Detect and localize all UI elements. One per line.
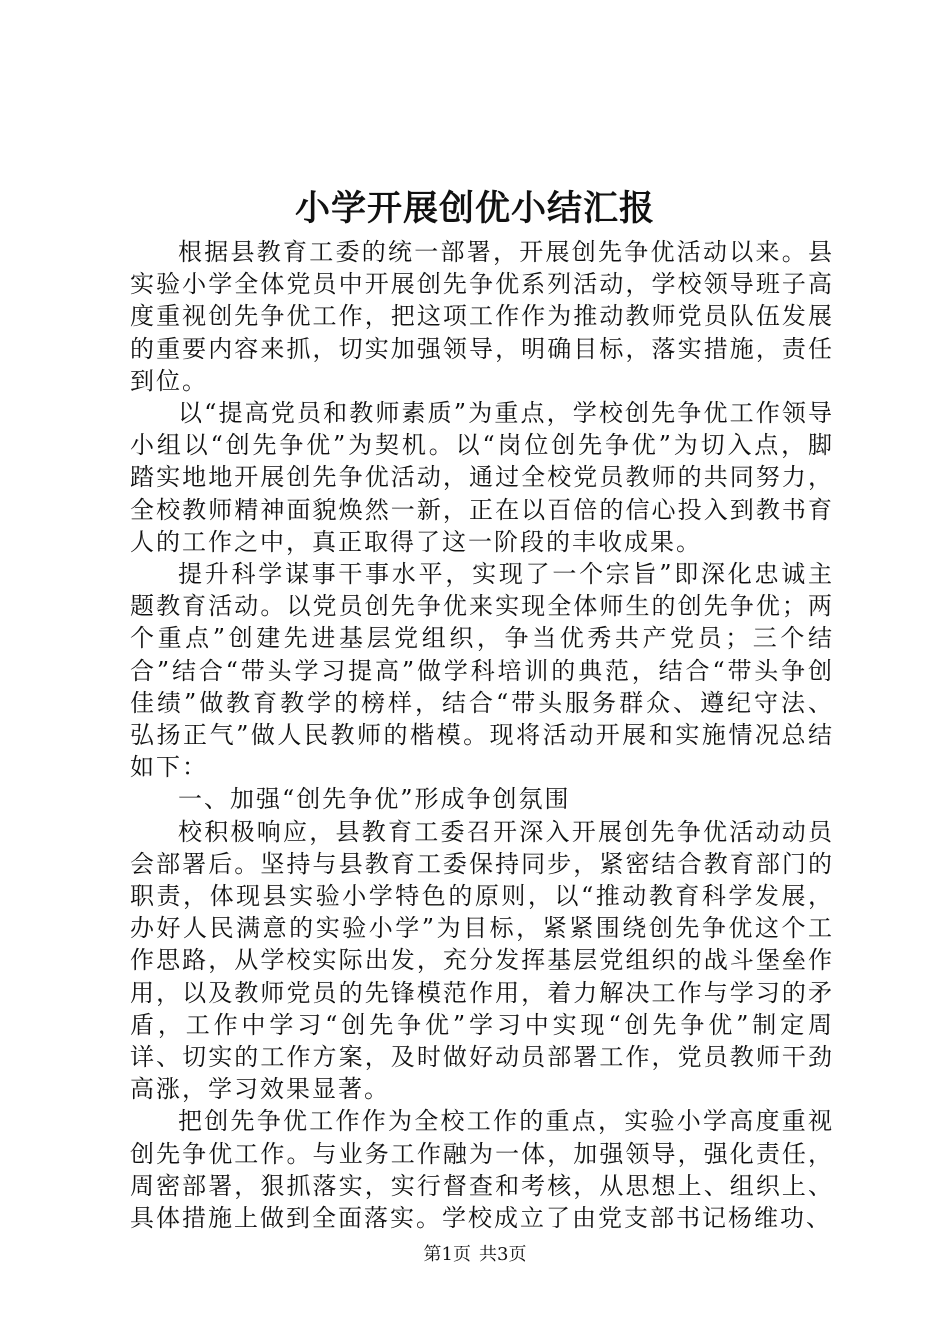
page-number: 第1页 <box>423 1244 471 1265</box>
paragraph-section-1-cont: 把创先争优工作作为全校工作的重点，实验小学高度重视创先争优工作。与业务工作融为一体，加强领导，强化责任，周密部署，狠抓落实，实行督查和考核，从思想上、组织上、具体措施上做到全面落实。学校成立了由党支部书记杨维功、 <box>130 1107 834 1233</box>
page-total: 共3页 <box>479 1244 527 1265</box>
document-title: 小学开展创优小结汇报 <box>294 188 655 229</box>
section-heading-1: 一、加强“创先争优”形成争创氛围 <box>178 785 571 814</box>
document-body <box>130 236 834 1234</box>
paragraph-focus: 以“提高党员和教师素质”为重点，学校创先争优工作领导小组以“创先争优”为契机。以“岗位创先争优”为切入点，脚踏实地地开展创先争优活动，通过全校党员教师的共同努力，全校教师精神面貌焕然一新，正在以百倍的信心投入到教书育人的工作之中，真正取得了这一阶段的丰收成果。 <box>130 399 834 556</box>
paragraph-purpose: 提升科学谋事干事水平，实现了一个宗旨”即深化忠诚主题教育活动。以党员创先争优来实现全体师生的创先争优；两个重点”创建先进基层党组织，争当优秀共产党员；三个结合”结合“带头学习提高”做学科培训的典范，结合“带头争创佳绩”做教育教学的榜样，结合“带头服务群众、遵纪守法、弘扬正气”做人民教师的楷模。现将活动开展和实施情况总结如下： <box>130 560 834 782</box>
paragraph-intro: 根据县教育工委的统一部署，开展创先争优活动以来。县实验小学全体党员中开展创先争优系列活动，学校领导班子高度重视创先争优工作，把这项工作作为推动教师党员队伍发展的重要内容来抓，切实加强领导，明确目标，落实措施，责任到位。 <box>130 238 834 395</box>
page-footer <box>0 1243 950 1267</box>
paragraph-section-1: 校积极响应，县教育工委召开深入开展创先争优活动动员会部署后。坚持与县教育工委保持同步，紧密结合教育部门的职责，体现县实验小学特色的原则，以“推动教育科学发展，办好人民满意的实验小学”为目标，紧紧围绕创先争优这个工作思路，从学校实际出发，充分发挥基层党组织的战斗堡垒作用，以及教师党员的先锋模范作用，着力解决工作与学习的矛盾，工作中学习“创先争优”学习中实现“创先争优”制定周详、切实的工作方案，及时做好动员部署工作，党员教师干劲高涨，学习效果显著。 <box>130 817 834 1104</box>
